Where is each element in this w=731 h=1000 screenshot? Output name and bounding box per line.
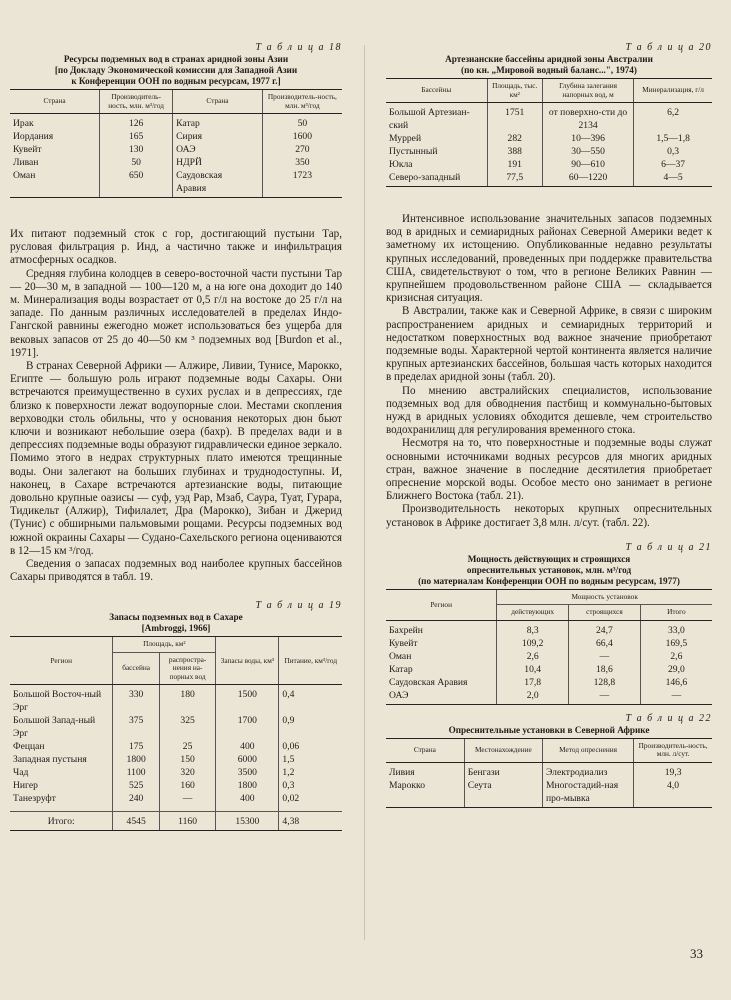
table-row: Ливан 50 НДРЙ 350 — [10, 156, 342, 169]
table-row: Западная пустыня 1800 150 6000 1,5 — [10, 753, 342, 766]
table-row: Кувейт 109,2 66,4 169,5 — [386, 637, 712, 650]
table-total-row: Итого: 4545 1160 15300 4,38 — [10, 812, 342, 831]
column-header: Страна — [173, 90, 263, 114]
column-header: распростра-нения на-порных вод — [159, 652, 215, 685]
paragraph: Несмотря на то, что поверхностные и подземные воды служат основными источниками водных ресурсов для многих аридных стран, важное значение в последние десятилетия приобретает опреснение морской воды. Особое место оно занимает в регионе Ближнего Востока (табл. 21). — [386, 437, 712, 503]
table-row: Ирак 126 Катар 50 — [10, 114, 342, 131]
table-20-number: Т а б л и ц а 20 — [625, 42, 712, 53]
paragraph: В Австралии, также как и Северной Африке, в связи с широким распространением аридных и семиаридных территорий и недостатком поверхностных вод важное значение приобретают подземные воды. Характерной чертой континента является наличие крупных артезианских бассейнов, большая часть которых находится в пределах аридной зоны (табл. 20). — [386, 305, 712, 384]
table-row: Катар 10,4 18,6 29,0 — [386, 663, 712, 676]
table-18-caption: Ресурсы подземных вод в странах аридной зоны Азии [по Докладу Экономической комиссии для Западной Азии к Конференции ООН по водным ресурсам, 1977 г.] — [54, 54, 298, 86]
table-row: Феццан 175 25 400 0,06 — [10, 740, 342, 753]
left-column — [10, 42, 342, 831]
paragraph: Интенсивное использование значительных запасов подземных вод в аридных и семиаридных районах Северной Америки ведет к заметному их истощению. Опубликованные недавно результаты крупных исследований, проведенных при поддержке правительства США, свидетельствуют о том, что в регионе Великих Равнин — крупнейшем продовольственном районе США — складывается кризисная ситуация. — [386, 213, 712, 305]
table-header-row — [10, 90, 342, 114]
table-22-caption: Опреснительные установки в Северной Африке — [448, 724, 650, 735]
table-row: Ливия Бенгази Электродиализ 19,3 — [386, 762, 712, 779]
table-row: Бахрейн 8,3 24,7 33,0 — [386, 620, 712, 637]
table-row: Юкла 191 90—610 6—37 — [386, 158, 712, 171]
table-21-grid — [386, 589, 712, 705]
left-body-text — [10, 228, 342, 584]
column-header: Итого — [640, 605, 712, 621]
table-header-row — [10, 637, 342, 653]
table-row: Танезруфт 240 — 400 0,02 — [10, 792, 342, 812]
right-body-text — [386, 213, 712, 530]
column-header: Метод опреснения — [542, 738, 633, 762]
column-header: Питание, км³/год — [279, 637, 342, 685]
table-row: Аравия — [10, 182, 342, 198]
paragraph: По мнению австралийских специалистов, использование подземных вод для обводнения пастбищ и коммунально-бытовых нужд в аридных условиях обходится дешевле, чем строительство водохранилищ для регулирования временного стока. — [386, 384, 712, 437]
table-20-grid — [386, 78, 712, 187]
table-row: Кувейт 130 ОАЭ 270 — [10, 143, 342, 156]
column-header: Бассейны — [386, 79, 487, 103]
column-header: Страна — [386, 738, 464, 762]
table-20 — [386, 42, 712, 187]
table-21-number: Т а б л и ц а 21 — [625, 541, 712, 553]
paragraph: Производительность некоторых крупных опреснительных установок в Африке достигает 3,8 млн. л/сут. (табл. 22). — [386, 503, 712, 529]
table-header-row — [386, 738, 712, 762]
table-19-number: Т а б л и ц а 19 — [255, 600, 342, 612]
table-18-number: Т а б л и ц а 18 — [255, 42, 342, 53]
column-header: Регион — [10, 637, 113, 685]
column-header: Глубина залегания напорных вод, м — [542, 79, 633, 103]
page-number: 33 — [690, 946, 703, 961]
table-row: Большой Запад-ный Эрг 375 325 1700 0,9 — [10, 714, 342, 740]
column-header: Площадь, тыс. км² — [487, 79, 542, 103]
column-gutter — [364, 45, 365, 940]
table-22-grid — [386, 738, 712, 808]
column-header: Местонахождение — [464, 738, 542, 762]
table-row: Большой Восточ-ный Эрг 330 180 1500 0,4 — [10, 685, 342, 715]
column-header: действующих — [497, 605, 569, 621]
paragraph: Средняя глубина колодцев в северо-восточной части пустыни Тар — 20—30 м, в западной — 100—120 м, а на юге она доходит до 140 м. Минерализация воды возрастает от 0,5 г/л на востоке до 25 г/л на западе. По данным различных исследователей в пределах Индо-Гангской равнины ежегодно может использоваться без ущерба для вековых запасов от 25 до 40—50 км ³ подземных вод [Burdon et al., 1971]. — [10, 267, 342, 359]
table-row: Чад 1100 320 3500 1,2 — [10, 766, 342, 779]
table-row: Нигер 525 160 1800 0,3 — [10, 779, 342, 792]
table-header-row — [386, 79, 712, 103]
table-row: Муррей 282 10—396 1,5—1,8 — [386, 132, 712, 145]
column-header: Производитель-ность, млн. м³/год — [262, 90, 342, 114]
table-row: Иордания 165 Сирия 1600 — [10, 130, 342, 143]
table-row: Саудовская Аравия 17,8 128,8 146,6 — [386, 676, 712, 689]
column-header: Страна — [10, 90, 100, 114]
table-19-caption: Запасы подземных вод в Сахаре [Ambroggi, 1966] — [109, 612, 243, 634]
column-header: Регион — [386, 589, 497, 620]
table-21 — [386, 542, 712, 705]
table-21-caption: Мощность действующих и строящихся опреснительных установок, млн. м³/год (по материалам Конференции ООН по водным ресурсам, 1977) — [418, 553, 680, 586]
table-19 — [10, 600, 342, 831]
column-header: бассейна — [113, 652, 159, 685]
column-header: строящихся — [569, 605, 641, 621]
table-row: Большой Артезиан-ский 1751 от поверхно-сти до 2134 6,2 — [386, 103, 712, 133]
column-header: Мощность установок — [497, 589, 712, 605]
column-header: Запасы воды, км³ — [216, 637, 279, 685]
right-column — [386, 42, 712, 808]
table-row: Северо-западный 77,5 60—1220 4—5 — [386, 171, 712, 187]
paragraph: Их питают подземный сток с гор, достигающий пустыни Тар, русловая фильтрация р. Инд, а частично также и инфильтрация атмосферных осадков. — [10, 228, 342, 267]
table-22 — [386, 713, 712, 808]
table-row: Оман 2,6 — 2,6 — [386, 650, 712, 663]
table-18 — [10, 42, 342, 198]
table-20-caption: Артезианские бассейны аридной зоны Австралии (по кн. „Мировой водный баланс...", 1974) — [445, 54, 653, 75]
column-header: Площадь, км² — [113, 637, 216, 653]
table-row: Пустынный 388 30—550 0,3 — [386, 145, 712, 158]
paragraph: Сведения о запасах подземных вод наиболее крупных бассейнов Сахары приводятся в табл. 19. — [10, 558, 342, 584]
table-22-number: Т а б л и ц а 22 — [625, 712, 712, 724]
table-header-row — [386, 589, 712, 605]
paragraph: В странах Северной Африки — Алжире, Ливии, Тунисе, Марокко, Египте — большую роль играют подземные воды Сахары. Они встречаются преимущественно в сухих руслах и в депрессиях, где близко к поверхности лежат водоупорные слои. Местами скопления верховодки столь обильны, что у основания некоторых дюн бьют ключи и возникают небольшие озера (бахр). В пределах вади и в депрессиях подземные воды образуют гидравлически единое зеркало. Помимо этого в недрах структурных плато имеются трещинные воды. Они залегают на больших глубинах и труднодоступны. И, наконец, в Сахаре встречаются артезианские воды, питающие довольно крупные оазисы — суф, уэд Рар, Мзаб, Саура, Туат, Гурара, Тидикельт (Алжир), Тифилалет, Дра (Марокко), Зибан и Джерид (Тунис) с обширными пальмовыми рощами. Ресурсы подземных вод южной окраины Сахары — Судано-Сахельского региона оцениваются в 12—15 км ³/год. — [10, 360, 342, 557]
table-19-grid — [10, 636, 342, 831]
table-row: Марокко Сеута Многостадий-ная про-мывка 4,0 — [386, 779, 712, 808]
column-header: Минерализация, г/л — [634, 79, 712, 103]
table-row: ОАЭ 2,0 — — — [386, 689, 712, 705]
table-18-grid — [10, 89, 342, 198]
column-header: Производитель-ность, млн. м³/год — [100, 90, 173, 114]
column-header: Производитель-ность, млн. л/сут. — [634, 738, 712, 762]
table-row: Оман 650 Саудовская 1723 — [10, 169, 342, 182]
